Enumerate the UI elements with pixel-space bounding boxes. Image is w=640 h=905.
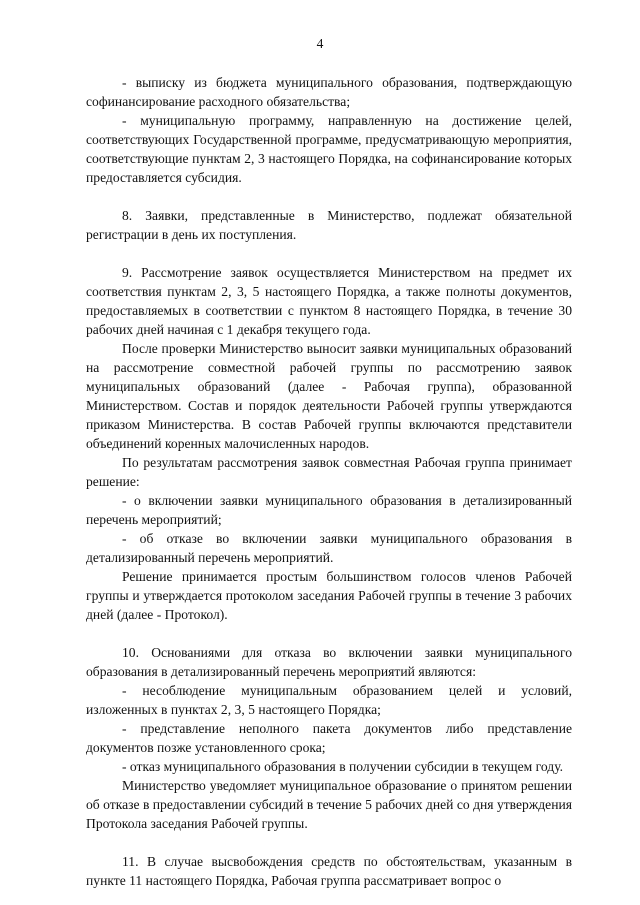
paragraph-refusal-reason-3: - отказ муниципального образования в получении субсидии в текущем году. (122, 759, 564, 774)
paragraph-budget-extract: - выписку из бюджета муниципального образования, подтверждающую софинансирование расходного обязательства; (86, 75, 572, 109)
paragraph-spacer (86, 187, 572, 206)
paragraph-municipal-program: - муниципальную программу, направленную на достижение целей, соответствующих Государственной программе, предусматривающую мероприятия, соответствующие пунктам 2, 3 настоящего Порядка, на софинансирование которых предоставляется субсидия. (86, 113, 572, 185)
paragraph-notification: Министерство уведомляет муниципальное образование о принятом решении об отказе в предоставлении субсидий в течение 5 рабочих дней со дня утверждения Протокола заседания Рабочей группы. (86, 778, 572, 831)
paragraph-refusal-reason-2: - представление неполного пакета документов либо представление документов позже установленного срока; (86, 721, 572, 755)
paragraph-item-8: 8. Заявки, представленные в Министерство, подлежат обязательной регистрации в день их поступления. (86, 208, 572, 242)
paragraph-spacer (86, 624, 572, 643)
paragraph-working-group: После проверки Министерство выносит заявки муниципальных образований на рассмотрение совместной рабочей группы по рассмотрению заявок муниципальных образований (далее - Рабочая группа), образованной Министерством. Состав и порядок деятельности Рабочей группы утверждаются приказом Министерства. В состав Рабочей группы включаются представители объединений коренных малочисленных народов. (86, 341, 572, 451)
paragraph-decision-protocol: Решение принимается простым большинством голосов членов Рабочей группы и утверждается протоколом заседания Рабочей группы в течение 3 рабочих дней (далее - Протокол). (86, 569, 572, 622)
paragraph-decision-include: - о включении заявки муниципального образования в детализированный перечень мероприятий; (86, 493, 572, 527)
document-body (86, 73, 572, 890)
paragraph-refusal-reason-1: - несоблюдение муниципальным образованием целей и условий, изложенных в пунктах 2, 3, 5 настоящего Порядка; (86, 683, 572, 717)
page-number: 4 (316, 36, 324, 51)
paragraph-item-9: 9. Рассмотрение заявок осуществляется Министерством на предмет их соответствия пунктам 2, 3, 5 настоящего Порядка, а также полноты документов, предоставляемых в соответствии с пунктом 8 настоящего Порядка, в течение 30 рабочих дней начиная с 1 декабря текущего года. (86, 265, 572, 337)
paragraph-decision-refuse: - об отказе во включении заявки муниципального образования в детализированный перечень мероприятий. (86, 531, 572, 565)
paragraph-spacer (86, 833, 572, 852)
paragraph-spacer (86, 244, 572, 263)
paragraph-decision-intro: По результатам рассмотрения заявок совместная Рабочая группа принимает решение: (86, 455, 572, 489)
paragraph-item-11: 11. В случае высвобождения средств по обстоятельствам, указанным в пункте 11 настоящего Порядка, Рабочая группа рассматривает вопрос о (86, 854, 572, 888)
paragraph-item-10: 10. Основаниями для отказа во включении заявки муниципального образования в детализированный перечень мероприятий являются: (86, 645, 572, 679)
